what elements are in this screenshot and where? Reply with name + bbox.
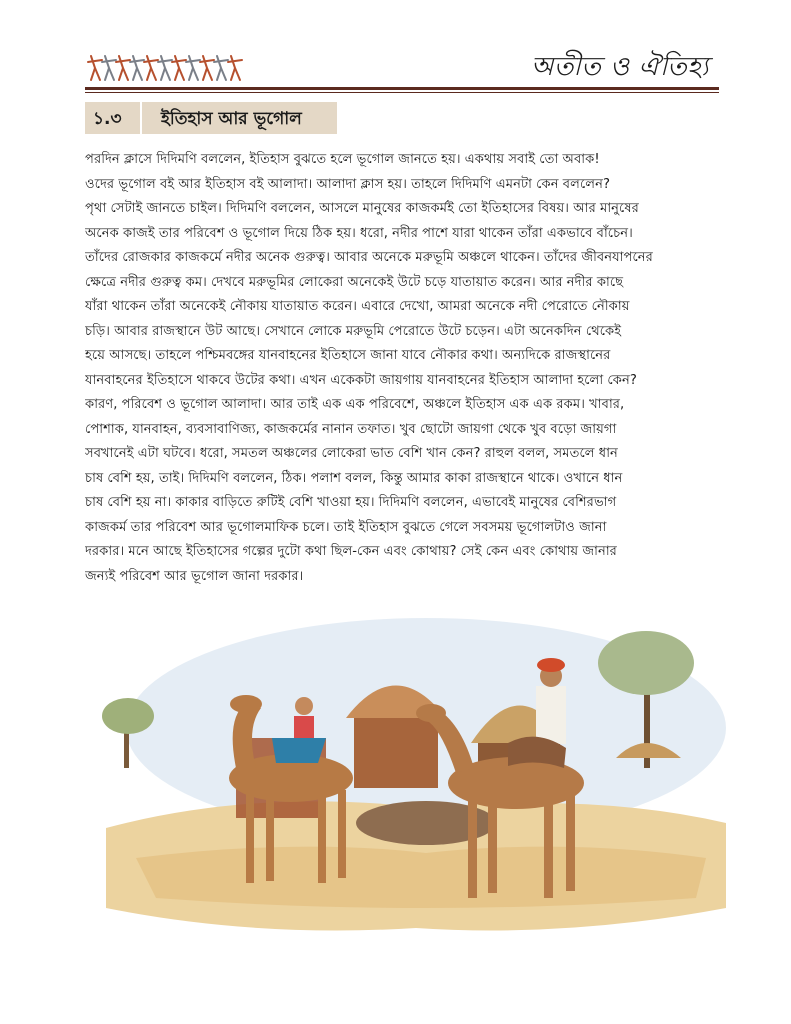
text-line: অনেক কাজই তার পরিবেশ ও ভূগোল দিয়ে ঠিক হয়। ধরো, নদীর পাশে যারা থাকেন তাঁরা একভাবে বাঁচেন। [85,225,633,241]
text-line: ওদের ভূগোল বই আর ইতিহাস বই আলাদা। আলাদা ক্লাস হয়। তাহলে দিদিমণি এমনটা কেন বললেন? [85,176,610,192]
text-line: যাঁরা থাকেন তাঁরা অনেকেই নৌকায় যাতায়াত করেন। এবারে দেখো, আমরা অনেকে নদী পেরোতে নৌকায় [85,299,630,314]
text-line: পোশাক, যানবাহন, ব্যবসাবাণিজ্য, কাজকর্মের নানান তফাত। খুব ছোটো জায়গা থেকে খুব বড়ো জায়গা [85,421,617,437]
body-paragraph [85,148,718,589]
text-line: পরদিন ক্লাসে দিদিমণি বললেন, ইতিহাস বুঝতে হলে ভূগোল জানতে হয়। একথায় সবাই তো অবাক! [85,152,600,167]
camel-riders-illustration [96,608,736,948]
header-title: অতীত ও ঐতিহ্য [530,52,709,82]
header-rule [85,87,719,90]
section-number: ১.৩ [93,109,122,129]
section-divider [140,102,142,134]
section-title: ইতিহাস আর ভূগোল [161,109,302,129]
text-line: পৃথা সেটাই জানতে চাইল। দিদিমণি বললেন, আসলে মানুষের কাজকর্মই তো ইতিহাসের বিষয়। আর মানুষের [85,201,639,216]
text-line: চড়ি। আবার রাজস্থানে উট আছে। সেখানে লোকে মরুভূমি পেরোতে উটে চড়েন। এটা অনেকদিন থেকেই [85,323,622,339]
text-line: চাষ বেশি হয় না। কাকার বাড়িতে রুটিই বেশি খাওয়া হয়। দিদিমণি বললেন, এভাবেই মানুষের বেশিরভাগ [85,495,617,510]
text-line: কারণ, পরিবেশ ও ভূগোল আলাদা। আর তাই এক এক পরিবেশে, অঞ্চলে ইতিহাস এক এক রকম। খাবার, [85,397,625,412]
text-line: চাষ বেশি হয়, তাই। দিদিমণি বললেন, ঠিক। পলাশ বলল, কিন্তু আমার কাকা রাজস্থানে থাকে। ওখানে ধান [85,470,623,486]
section-heading [85,102,337,134]
header-rule-thin [85,92,719,93]
text-line: তাঁদের রোজকার কাজকর্মে নদীর অনেক গুরুত্ব। আবার অনেকে মরুভূমি অঞ্চলে থাকেন। তাঁদের জীবনযাপনের [85,250,653,265]
text-line: হয়ে আসছে। তাহলে পশ্চিমবঙ্গের যানবাহনের ইতিহাসে জানা যাবে নৌকার কথা। অন্যদিকে রাজস্থানের [85,348,611,363]
text-line: জন্যই পরিবেশ আর ভূগোল জানা দরকার। [85,568,304,584]
text-line: কাজকর্ম তার পরিবেশ আর ভূগোলমাফিক চলে। তাই ইতিহাস বুঝতে গেলে সবসময় ভূগোলটাও জানা [85,519,607,535]
dancing-figures-border-icon [85,50,255,84]
text-line: সবখানেই এটা ঘটবে। ধরো, সমতল অঞ্চলের লোকেরা ভাত বেশি খান কেন? রাহুল বলল, সমতলে ধান [85,446,618,461]
text-line: দরকার। মনে আছে ইতিহাসের গল্পের দুটো কথা ছিল-কেন এবং কোথায়? সেই কেন এবং কোথায় জানার [85,544,617,559]
text-line: যানবাহনের ইতিহাসে থাকবে উটের কথা। এখন একেকটা জায়গায় যানবাহনের ইতিহাস আলাদা হলো কেন? [85,372,637,388]
text-line: ক্ষেত্রে নদীর গুরুত্ব কম। দেখবে মরুভূমির লোকেরা অনেকেই উটে চড়ে যাতায়াত করেন। আর নদীর কাছে [85,274,624,290]
